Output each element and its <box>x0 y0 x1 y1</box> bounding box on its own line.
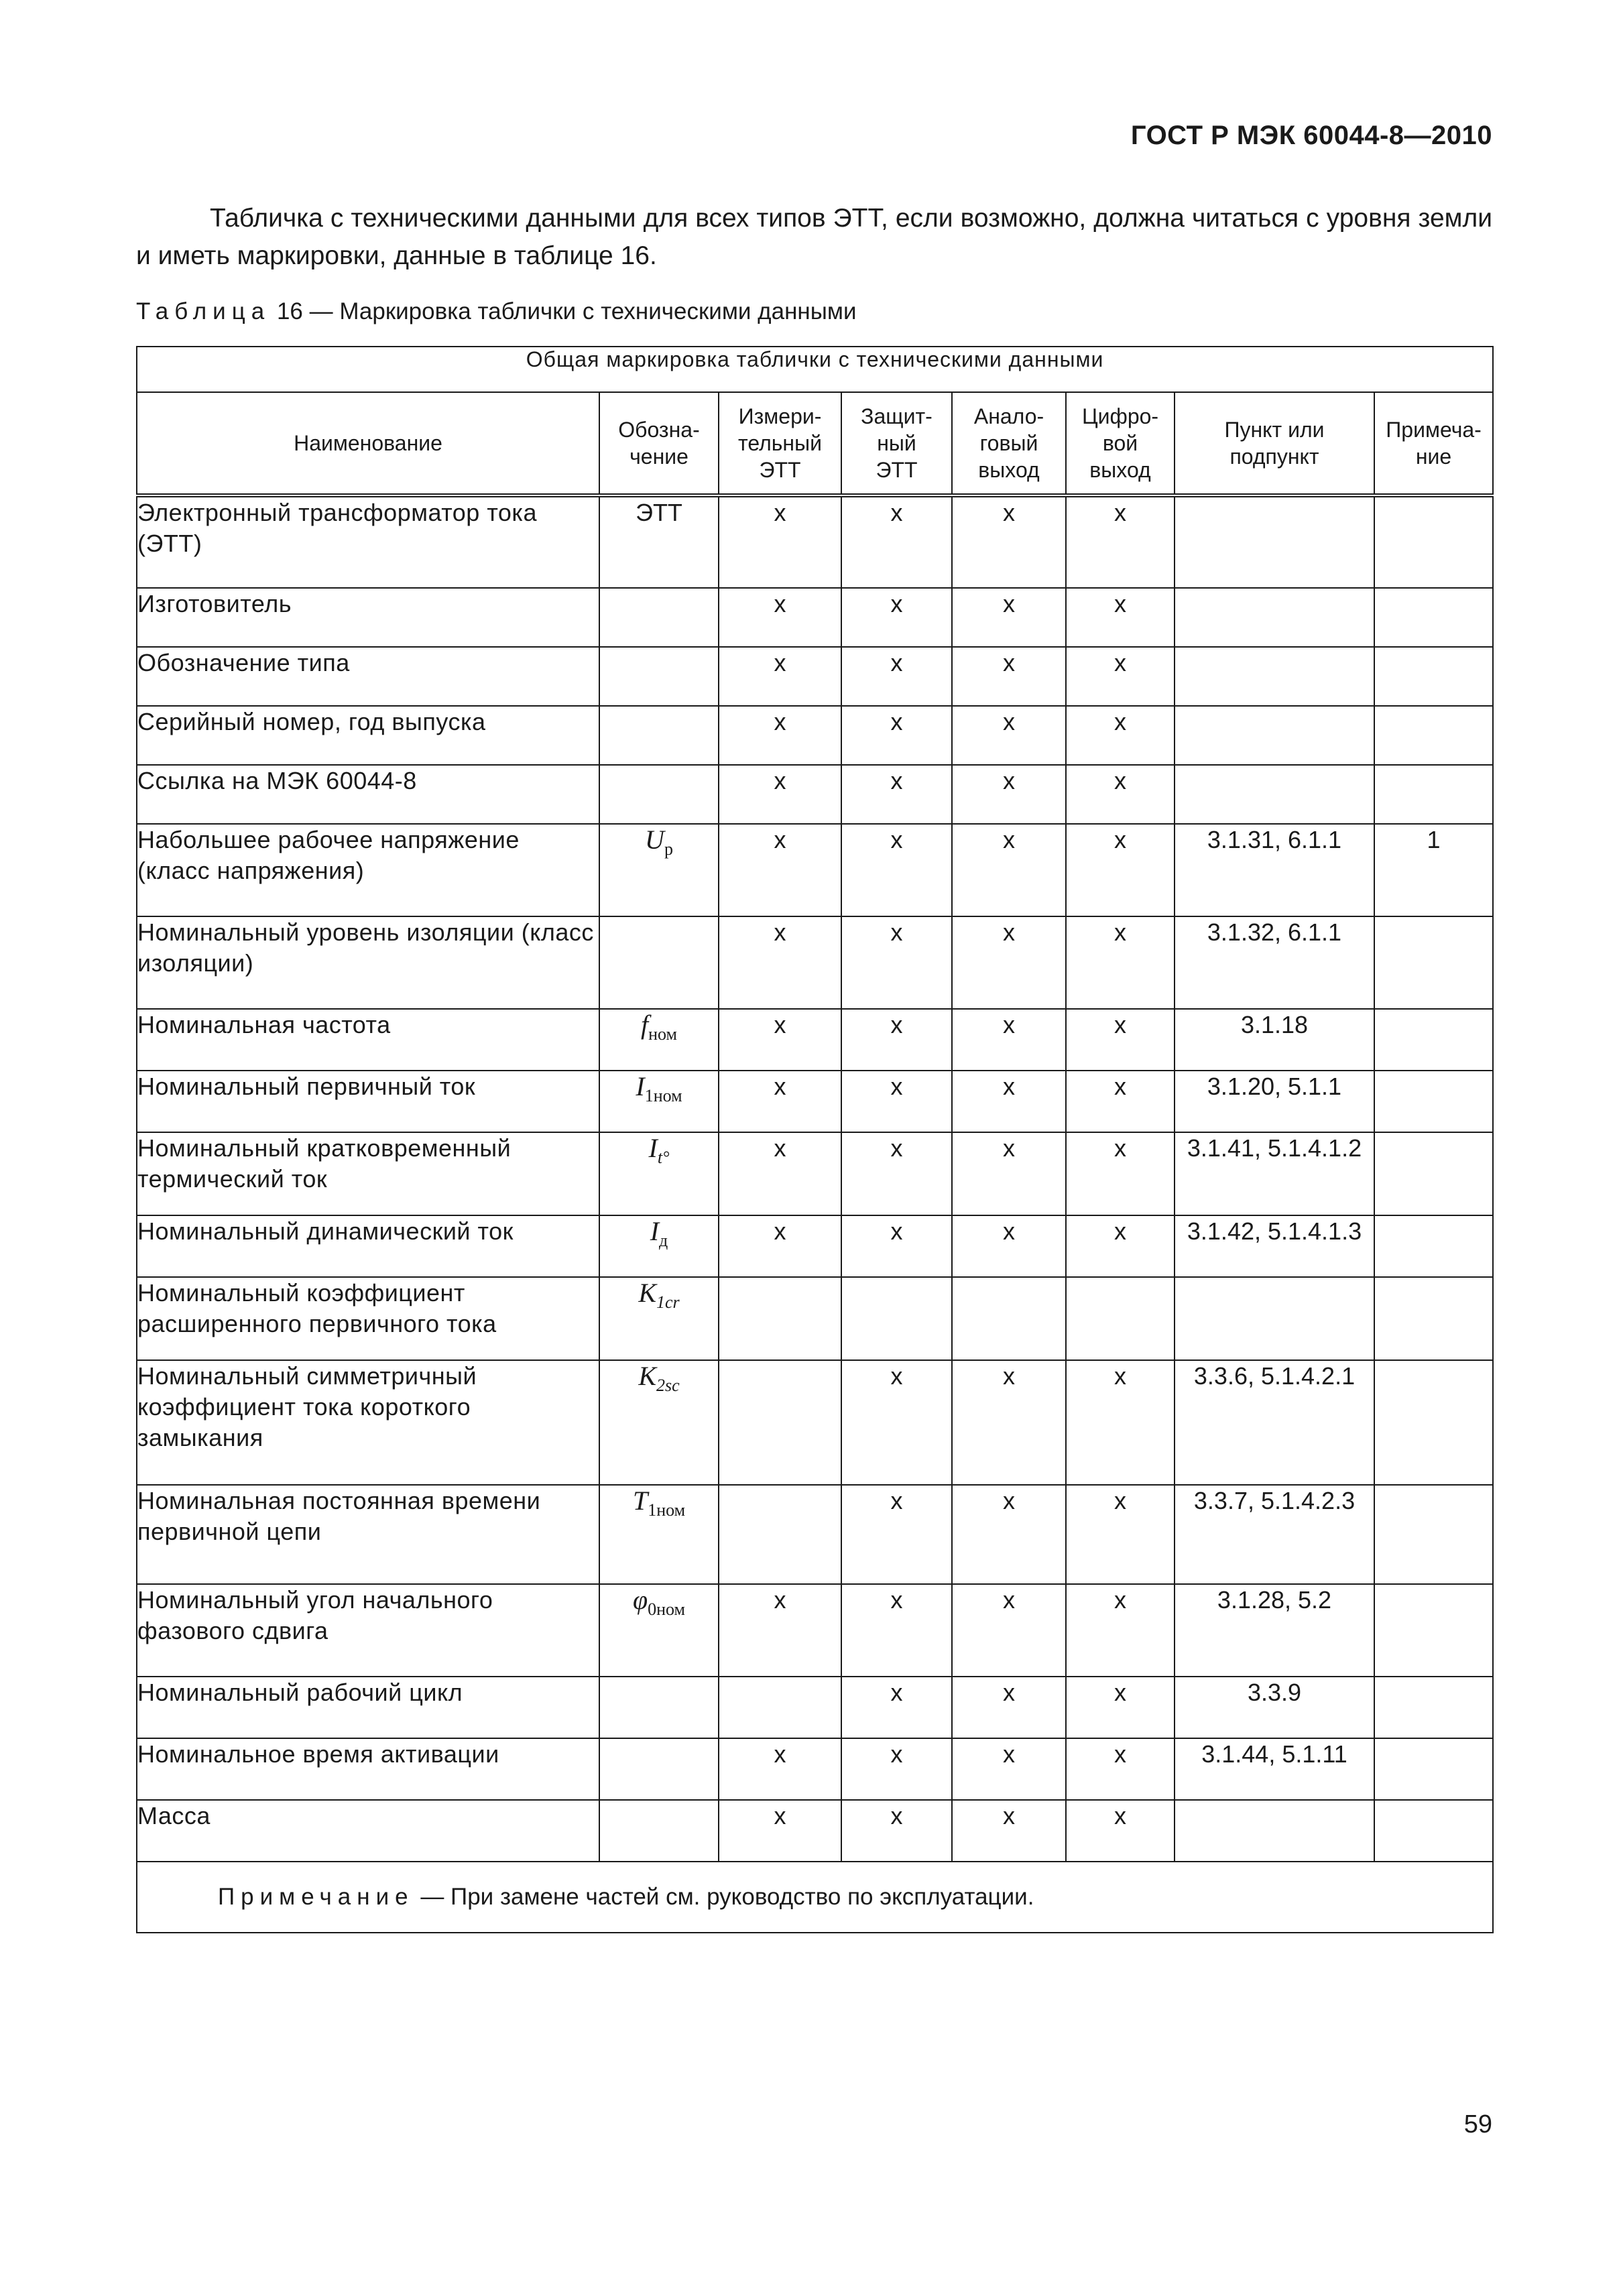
table-body <box>137 495 1493 1862</box>
row-mark-col-analog: x <box>952 1677 1066 1738</box>
designation-symbol: I <box>650 1216 660 1246</box>
row-mark-col-digital: x <box>1066 1800 1175 1862</box>
row-name: Номинальный динамический ток <box>137 1215 599 1277</box>
row-mark-col-digital: x <box>1066 647 1175 706</box>
row-name: Серийный номер, год выпуска <box>137 706 599 765</box>
row-mark-col-analog: x <box>952 1360 1066 1485</box>
designation-symbol: f <box>641 1010 649 1040</box>
table-row <box>137 1071 1493 1132</box>
row-clause <box>1175 647 1374 706</box>
row-mark-col-analog: x <box>952 824 1066 916</box>
row-mark-col-measuring: x <box>719 1009 841 1071</box>
intro-text: Табличка с техническими данными для всех типов ЭТТ, если возможно, должна читаться с уровня земли и иметь маркировки, данные в таблице 16. <box>136 204 1492 270</box>
standard-code: ГОСТ Р МЭК 60044-8—2010 <box>1130 121 1492 150</box>
row-mark-col-digital: x <box>1066 1009 1175 1071</box>
row-clause: 3.1.18 <box>1175 1009 1374 1071</box>
table-row <box>137 1215 1493 1277</box>
table-row <box>137 824 1493 916</box>
row-name: Номинальный первичный ток <box>137 1071 599 1132</box>
row-mark-col-digital: x <box>1066 1677 1175 1738</box>
row-designation <box>599 1800 719 1862</box>
row-note <box>1374 706 1493 765</box>
row-designation: ЭТТ <box>599 495 719 588</box>
row-mark-col-analog: x <box>952 916 1066 1009</box>
row-note <box>1374 1132 1493 1215</box>
table-row <box>137 916 1493 1009</box>
row-designation <box>599 1071 719 1132</box>
row-mark-col-protective: x <box>841 1800 952 1862</box>
row-mark-col-analog: x <box>952 495 1066 588</box>
column-header-col-clause: Пункт или подпункт <box>1175 392 1374 495</box>
row-name: Номинальное время активации <box>137 1738 599 1800</box>
row-designation <box>599 1132 719 1215</box>
row-mark-col-digital: x <box>1066 916 1175 1009</box>
row-mark-col-protective: x <box>841 1071 952 1132</box>
row-note <box>1374 1071 1493 1132</box>
row-mark-col-protective: x <box>841 1215 952 1277</box>
row-mark-col-protective: x <box>841 647 952 706</box>
designation-subscript: 1ном <box>644 1086 682 1105</box>
intro-paragraph <box>136 200 1492 275</box>
row-note <box>1374 1485 1493 1584</box>
marking-table <box>136 346 1494 1933</box>
row-designation <box>599 588 719 647</box>
table-row <box>137 1360 1493 1485</box>
row-mark-col-measuring: x <box>719 1738 841 1800</box>
row-mark-col-digital: x <box>1066 824 1175 916</box>
row-clause <box>1175 1277 1374 1360</box>
row-mark-col-digital: x <box>1066 1584 1175 1677</box>
row-mark-col-digital: x <box>1066 706 1175 765</box>
row-mark-col-measuring: x <box>719 1584 841 1677</box>
row-mark-col-measuring: x <box>719 1071 841 1132</box>
designation-symbol: I <box>648 1133 658 1163</box>
table-row <box>137 1677 1493 1738</box>
table-row <box>137 706 1493 765</box>
row-designation <box>599 706 719 765</box>
table-caption <box>136 298 857 325</box>
designation-subscript: t° <box>657 1148 670 1167</box>
table-row <box>137 647 1493 706</box>
row-clause: 3.1.31, 6.1.1 <box>1175 824 1374 916</box>
row-clause: 3.1.44, 5.1.11 <box>1175 1738 1374 1800</box>
row-mark-col-protective: x <box>841 588 952 647</box>
row-note <box>1374 647 1493 706</box>
row-mark-col-digital: x <box>1066 1738 1175 1800</box>
row-designation <box>599 1738 719 1800</box>
row-name: Обозначение типа <box>137 647 599 706</box>
designation-symbol: K <box>638 1361 656 1391</box>
row-mark-col-measuring: x <box>719 647 841 706</box>
row-name: Номинальный рабочий цикл <box>137 1677 599 1738</box>
designation-symbol: U <box>645 825 664 855</box>
row-note: 1 <box>1374 824 1493 916</box>
row-note <box>1374 1009 1493 1071</box>
row-note <box>1374 495 1493 588</box>
row-designation <box>599 1677 719 1738</box>
row-mark-col-protective: x <box>841 1132 952 1215</box>
row-clause <box>1175 706 1374 765</box>
row-mark-col-analog <box>952 1277 1066 1360</box>
table-row <box>137 1132 1493 1215</box>
row-clause: 3.3.7, 5.1.4.2.3 <box>1175 1485 1374 1584</box>
row-mark-col-protective: x <box>841 765 952 824</box>
row-name: Номинальный симметричный коэффициент тока короткого замыкания <box>137 1360 599 1485</box>
row-clause: 3.1.42, 5.1.4.1.3 <box>1175 1215 1374 1277</box>
row-name: Набольшее рабочее напряжение (класс напряжения) <box>137 824 599 916</box>
designation-subscript: 1ном <box>648 1500 686 1520</box>
row-name: Номинальный угол начального фазового сдвига <box>137 1584 599 1677</box>
row-mark-col-protective: x <box>841 824 952 916</box>
table-row <box>137 1738 1493 1800</box>
table-caption-title: 16 — Маркировка таблички с техническими данными <box>270 298 857 324</box>
designation-subscript: 1cr <box>656 1292 680 1312</box>
designation-symbol: K <box>638 1278 656 1308</box>
table-caption-label: Таблица <box>136 298 271 324</box>
row-designation <box>599 824 719 916</box>
row-mark-col-protective: x <box>841 916 952 1009</box>
row-clause: 3.1.28, 5.2 <box>1175 1584 1374 1677</box>
designation-symbol: I <box>636 1071 645 1101</box>
table-column-headers <box>137 392 1493 495</box>
row-clause: 3.1.41, 5.1.4.1.2 <box>1175 1132 1374 1215</box>
row-mark-col-analog: x <box>952 765 1066 824</box>
row-clause <box>1175 495 1374 588</box>
row-mark-col-digital: x <box>1066 1132 1175 1215</box>
row-mark-col-analog: x <box>952 1800 1066 1862</box>
row-mark-col-protective: x <box>841 706 952 765</box>
table-row <box>137 1277 1493 1360</box>
row-mark-col-measuring: x <box>719 1800 841 1862</box>
row-mark-col-protective: x <box>841 1677 952 1738</box>
row-mark-col-digital: x <box>1066 1071 1175 1132</box>
row-mark-col-protective <box>841 1277 952 1360</box>
row-mark-col-analog: x <box>952 1215 1066 1277</box>
row-mark-col-protective: x <box>841 1009 952 1071</box>
row-clause: 3.3.6, 5.1.4.2.1 <box>1175 1360 1374 1485</box>
row-mark-col-digital: x <box>1066 1485 1175 1584</box>
row-clause: 3.3.9 <box>1175 1677 1374 1738</box>
row-mark-col-measuring: x <box>719 824 841 916</box>
row-mark-col-protective: x <box>841 1360 952 1485</box>
row-designation <box>599 1584 719 1677</box>
row-name: Номинальный уровень изоляции (класс изоляции) <box>137 916 599 1009</box>
row-note <box>1374 1277 1493 1360</box>
row-name: Изготовитель <box>137 588 599 647</box>
table-group-header: Общая маркировка таблички с техническими данными <box>137 347 1493 392</box>
row-clause: 3.1.20, 5.1.1 <box>1175 1071 1374 1132</box>
row-mark-col-protective: x <box>841 495 952 588</box>
row-designation <box>599 1485 719 1584</box>
row-name: Номинальный коэффициент расширенного первичного тока <box>137 1277 599 1360</box>
row-designation <box>599 916 719 1009</box>
row-designation <box>599 765 719 824</box>
row-mark-col-measuring <box>719 1677 841 1738</box>
row-mark-col-digital: x <box>1066 1360 1175 1485</box>
row-note <box>1374 1677 1493 1738</box>
table-footnote-row <box>137 1862 1493 1933</box>
column-header-col-measuring: Измери- тельный ЭТТ <box>719 392 841 495</box>
row-name: Электронный трансформатор тока (ЭТТ) <box>137 495 599 588</box>
row-note <box>1374 916 1493 1009</box>
row-mark-col-analog: x <box>952 588 1066 647</box>
row-mark-col-digital: x <box>1066 765 1175 824</box>
row-mark-col-analog: x <box>952 1009 1066 1071</box>
row-mark-col-protective: x <box>841 1738 952 1800</box>
row-mark-col-analog: x <box>952 706 1066 765</box>
row-mark-col-measuring: x <box>719 706 841 765</box>
row-mark-col-analog: x <box>952 1071 1066 1132</box>
row-mark-col-measuring: x <box>719 495 841 588</box>
row-mark-col-analog: x <box>952 647 1066 706</box>
row-mark-col-digital: x <box>1066 1215 1175 1277</box>
row-mark-col-digital: x <box>1066 495 1175 588</box>
row-name: Номинальный кратковременный термический ток <box>137 1132 599 1215</box>
row-note <box>1374 1738 1493 1800</box>
designation-subscript: ном <box>648 1024 677 1044</box>
row-mark-col-measuring: x <box>719 1132 841 1215</box>
row-mark-col-measuring: x <box>719 765 841 824</box>
row-designation <box>599 647 719 706</box>
designation-subscript: 2sc <box>656 1376 680 1395</box>
row-clause <box>1175 765 1374 824</box>
row-clause <box>1175 1800 1374 1862</box>
row-mark-col-digital <box>1066 1277 1175 1360</box>
table-row <box>137 1485 1493 1584</box>
row-note <box>1374 1215 1493 1277</box>
row-note <box>1374 1800 1493 1862</box>
row-mark-col-measuring: x <box>719 1215 841 1277</box>
footnote-text: — При замене частей см. руководство по эксплуатации. <box>414 1884 1034 1910</box>
row-note <box>1374 588 1493 647</box>
page-number: 59 <box>1463 2110 1492 2138</box>
row-mark-col-protective: x <box>841 1485 952 1584</box>
row-mark-col-analog: x <box>952 1485 1066 1584</box>
row-designation <box>599 1360 719 1485</box>
table-row <box>137 588 1493 647</box>
row-mark-col-measuring <box>719 1360 841 1485</box>
row-name: Номинальная частота <box>137 1009 599 1071</box>
row-name: Номинальная постоянная времени первичной цепи <box>137 1485 599 1584</box>
table-row <box>137 765 1493 824</box>
row-mark-col-measuring: x <box>719 588 841 647</box>
column-header-col-designation: Обозна- чение <box>599 392 719 495</box>
designation-subscript: р <box>664 839 673 859</box>
row-mark-col-measuring: x <box>719 916 841 1009</box>
table-row <box>137 1800 1493 1862</box>
designation-subscript: 0ном <box>648 1599 685 1619</box>
column-header-col-note: Примеча- ние <box>1374 392 1493 495</box>
row-mark-col-analog: x <box>952 1738 1066 1800</box>
row-clause: 3.1.32, 6.1.1 <box>1175 916 1374 1009</box>
table-row <box>137 1009 1493 1071</box>
table-row <box>137 1584 1493 1677</box>
row-designation <box>599 1009 719 1071</box>
column-header-col-analog: Анало- говый выход <box>952 392 1066 495</box>
table-footnote <box>137 1862 1493 1933</box>
designation-symbol: φ <box>632 1585 648 1615</box>
row-note <box>1374 1360 1493 1485</box>
designation-subscript: д <box>659 1231 668 1250</box>
column-header-col-name: Наименование <box>137 392 599 495</box>
row-mark-col-digital: x <box>1066 588 1175 647</box>
designation-symbol: T <box>632 1486 648 1516</box>
row-designation <box>599 1277 719 1360</box>
column-header-col-protective: Защит- ный ЭТТ <box>841 392 952 495</box>
row-mark-col-analog: x <box>952 1132 1066 1215</box>
row-designation <box>599 1215 719 1277</box>
row-name: Ссылка на МЭК 60044-8 <box>137 765 599 824</box>
row-mark-col-protective: x <box>841 1584 952 1677</box>
row-mark-col-analog: x <box>952 1584 1066 1677</box>
row-note <box>1374 765 1493 824</box>
row-clause <box>1175 588 1374 647</box>
table-row <box>137 495 1493 588</box>
column-header-col-digital: Цифро- вой выход <box>1066 392 1175 495</box>
footnote-label: Примечание <box>218 1884 414 1910</box>
row-mark-col-measuring <box>719 1277 841 1360</box>
row-note <box>1374 1584 1493 1677</box>
row-name: Масса <box>137 1800 599 1862</box>
row-mark-col-measuring <box>719 1485 841 1584</box>
